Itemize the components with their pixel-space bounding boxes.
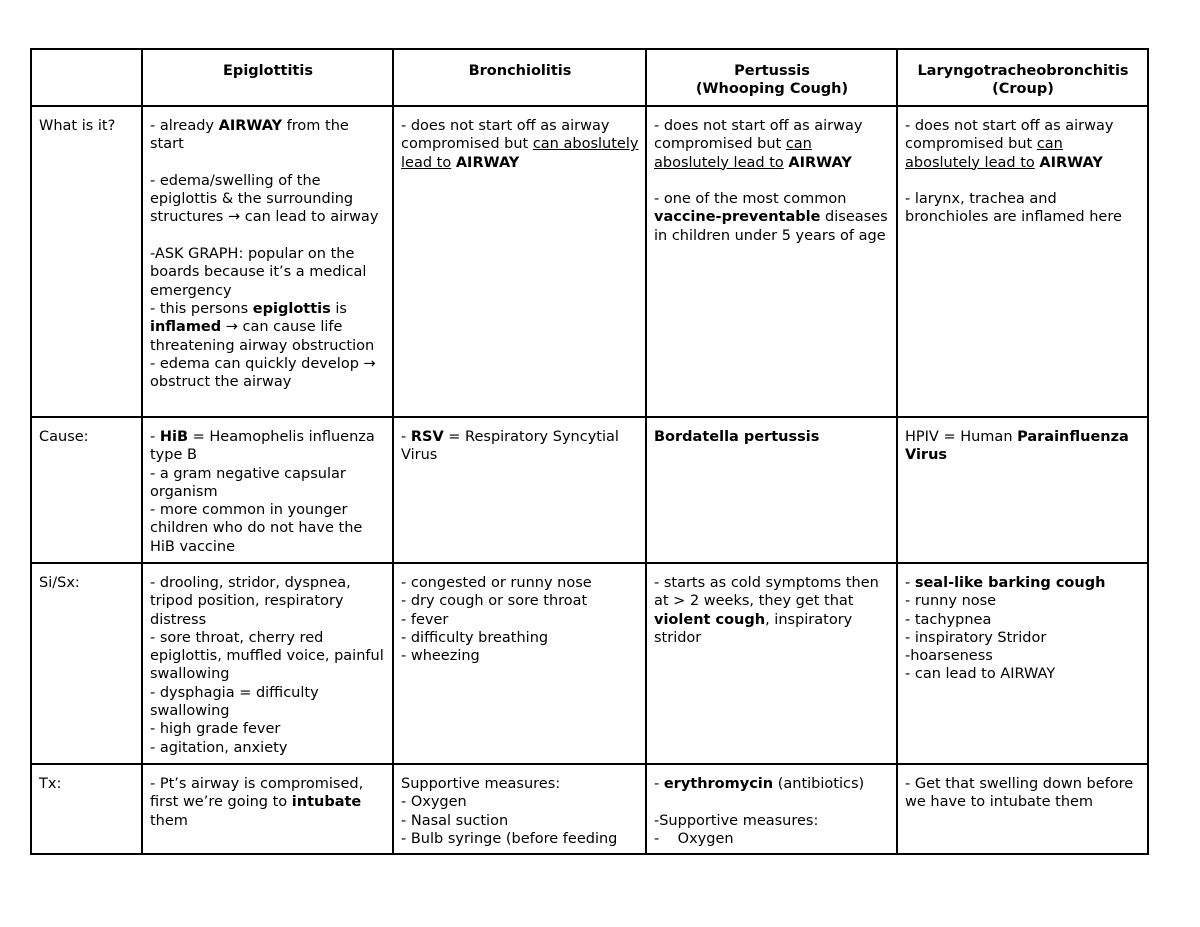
list-item: - sore throat, cherry red epiglottis, muffled voice, painful swallowing — [150, 629, 384, 683]
cell-epiglottitis-cause: - HiB = Heamophelis influenza type B - a gram negative capsular organism - more common in younger children who do not have the HiB vaccine — [142, 417, 393, 563]
row-tx — [31, 764, 1148, 854]
list-item: - agitation, anxiety — [150, 739, 288, 756]
list-item: - wheezing — [401, 648, 480, 665]
row-what-is-it — [31, 106, 1148, 417]
row-label-si-sx: Si/Sx: — [31, 563, 142, 764]
cell-croup-tx: - Get that swelling down before we have to intubate them — [897, 764, 1148, 854]
cell-bronchiolitis-what: - does not start off as airway compromised but can aboslutely lead to AIRWAY — [393, 106, 646, 417]
cell-bronchiolitis-cause: - RSV = Respiratory Syncytial Virus — [393, 417, 646, 563]
list-item: - Oxygen — [401, 794, 467, 811]
list-item: - fever — [401, 611, 449, 628]
list-item: - Bulb syringe (before feeding — [401, 830, 618, 847]
header-bronchiolitis: Bronchiolitis — [393, 49, 646, 106]
list-item: - high grade fever — [150, 721, 281, 738]
cell-pertussis-sisx: - starts as cold symptoms then at > 2 weeks, they get that violent cough, inspiratory stridor — [646, 563, 897, 764]
list-item: - Nasal suction — [401, 812, 509, 829]
header-corner-cell — [31, 49, 142, 106]
list-item: - congested or runny nose — [401, 575, 592, 591]
header-croup: Laryngotracheobronchitis (Croup) — [897, 49, 1148, 106]
list-item: - dry cough or sore throat — [401, 593, 588, 610]
cell-bronchiolitis-tx — [393, 764, 646, 854]
row-label-cause: Cause: — [31, 417, 142, 563]
list-item: - drooling, stridor, dyspnea, tripod position, respiratory distress — [150, 575, 351, 628]
header-pertussis: Pertussis (Whooping Cough) — [646, 49, 897, 106]
cell-epiglottitis-what: - already AIRWAY from the start - edema/swelling of the epiglottis & the surrounding structures → can lead to airway -ASK GRAPH: popular on the boards because it’s a medical emergency - this persons epiglottis is inflamed → can cause life threatening airway obstruction - edema can quickly develop → obstruct the airway — [142, 106, 393, 417]
cell-epiglottitis-sisx — [142, 563, 393, 764]
row-label-tx: Tx: — [31, 764, 142, 854]
cell-pertussis-tx: - erythromycin (antibiotics) -Supportive measures: - Oxygen — [646, 764, 897, 854]
cell-pertussis-cause: Bordatella pertussis — [646, 417, 897, 563]
row-si-sx — [31, 563, 1148, 764]
list-item: - difficulty breathing — [401, 629, 549, 646]
header-row — [31, 49, 1148, 106]
comparison-table — [30, 48, 1149, 855]
cell-pertussis-what: - does not start off as airway compromised but can aboslutely lead to AIRWAY - one of the most common vaccine-preventable diseases in children under 5 years of age — [646, 106, 897, 417]
cell-epiglottitis-tx: - Pt’s airway is compromised, first we’re going to intubate them — [142, 764, 393, 854]
cell-bronchiolitis-sisx — [393, 563, 646, 764]
cell-croup-cause: HPIV = Human Parainfluenza Virus — [897, 417, 1148, 563]
row-label-what-is-it: What is it? — [31, 106, 142, 417]
row-cause — [31, 417, 1148, 563]
list-item: - dysphagia = difficulty swallowing — [150, 684, 319, 720]
cell-croup-what: - does not start off as airway compromised but can aboslutely lead to AIRWAY - larynx, trachea and bronchioles are inflamed here — [897, 106, 1148, 417]
cell-croup-sisx: - seal-like barking cough - runny nose - tachypnea - inspiratory Stridor -hoarseness - can lead to AIRWAY — [897, 563, 1148, 764]
header-epiglottitis: Epiglottitis — [142, 49, 393, 106]
list-item: Supportive measures: — [401, 776, 561, 792]
